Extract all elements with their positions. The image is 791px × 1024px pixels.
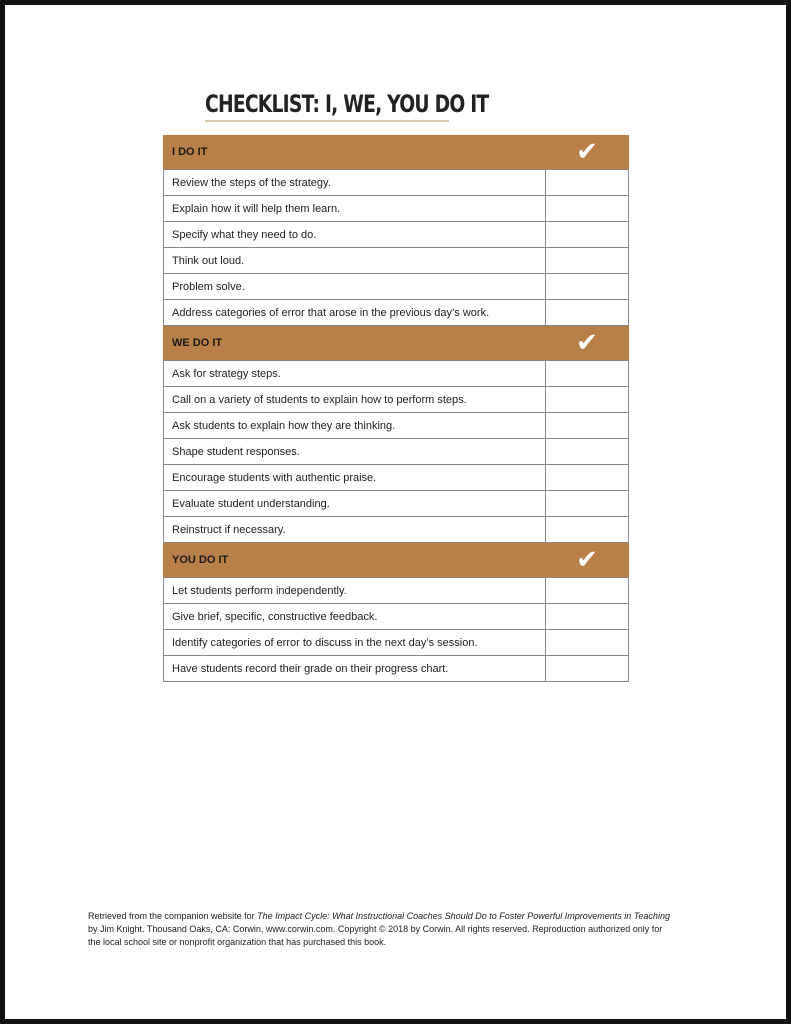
- footer-line-2: by Jim Knight. Thousand Oaks, CA: Corwin, www.corwin.com. Copyright © 2018 by Corwin. All rights reserved. Reproduction authorized only for: [88, 924, 663, 934]
- checkbox-cell[interactable]: [546, 491, 629, 517]
- checklist-row: [164, 274, 629, 300]
- checklist-row: [164, 300, 629, 326]
- checklist-row: [164, 491, 629, 517]
- section-heading: I DO IT: [164, 135, 546, 170]
- checkbox-cell[interactable]: [546, 439, 629, 465]
- checklist-row: [164, 656, 629, 682]
- checklist-item-text: Review the steps of the strategy.: [164, 170, 546, 196]
- checkbox-cell[interactable]: [546, 465, 629, 491]
- checklist-item-text: Reinstruct if necessary.: [164, 517, 546, 543]
- checkbox-cell[interactable]: [546, 517, 629, 543]
- checkbox-cell[interactable]: [546, 656, 629, 682]
- section-header: [164, 326, 629, 361]
- checkbox-cell[interactable]: [546, 604, 629, 630]
- checklist-item-text: Think out loud.: [164, 248, 546, 274]
- checklist-item-text: Identify categories of error to discuss in the next day’s session.: [164, 630, 546, 656]
- checklist-row: [164, 439, 629, 465]
- checkbox-cell[interactable]: [546, 300, 629, 326]
- checklist-item-text: Explain how it will help them learn.: [164, 196, 546, 222]
- checklist-item-text: Evaluate student understanding.: [164, 491, 546, 517]
- checkbox-cell[interactable]: [546, 578, 629, 604]
- footer-prefix: Retrieved from the companion website for: [88, 911, 258, 921]
- checkbox-cell[interactable]: [546, 274, 629, 300]
- section-heading: YOU DO IT: [164, 543, 546, 578]
- checkbox-cell[interactable]: [546, 170, 629, 196]
- checkbox-cell[interactable]: [546, 387, 629, 413]
- footer-book-title: The Impact Cycle: What Instructional Coaches Should Do to Foster Powerful Improvements in Teaching: [257, 911, 670, 921]
- section-heading: WE DO IT: [164, 326, 546, 361]
- checklist-row: [164, 413, 629, 439]
- footer-credit: [88, 910, 698, 949]
- checklist-row: [164, 387, 629, 413]
- page-title: CHECKLIST: I, WE, YOU DO IT: [205, 90, 489, 118]
- checkbox-cell[interactable]: [546, 222, 629, 248]
- footer-line-3: the local school site or nonprofit organization that has purchased this book.: [88, 937, 387, 947]
- checklist-item-text: Address categories of error that arose in the previous day’s work.: [164, 300, 546, 326]
- checklist-item-text: Give brief, specific, constructive feedback.: [164, 604, 546, 630]
- checklist-item-text: Call on a variety of students to explain how to perform steps.: [164, 387, 546, 413]
- checklist-row: [164, 170, 629, 196]
- checkbox-cell[interactable]: [546, 248, 629, 274]
- title-underline: [205, 120, 449, 122]
- checklist-item-text: Let students perform independently.: [164, 578, 546, 604]
- checklist-row: [164, 222, 629, 248]
- checkbox-cell[interactable]: [546, 630, 629, 656]
- checkmark-icon: ✔: [546, 135, 629, 170]
- checkmark-icon: ✔: [546, 326, 629, 361]
- checklist-row: [164, 578, 629, 604]
- section-header: [164, 135, 629, 170]
- checkbox-cell[interactable]: [546, 196, 629, 222]
- checklist-row: [164, 196, 629, 222]
- checklist-item-text: Specify what they need to do.: [164, 222, 546, 248]
- checklist-row: [164, 248, 629, 274]
- checklist-row: [164, 604, 629, 630]
- checklist-item-text: Have students record their grade on their progress chart.: [164, 656, 546, 682]
- checkmark-icon: ✔: [546, 543, 629, 578]
- section-header: [164, 543, 629, 578]
- checkbox-cell[interactable]: [546, 413, 629, 439]
- checklist-row: [164, 361, 629, 387]
- checklist-table: [163, 135, 629, 682]
- checklist-row: [164, 630, 629, 656]
- checklist-item-text: Encourage students with authentic praise.: [164, 465, 546, 491]
- checklist-item-text: Ask students to explain how they are thinking.: [164, 413, 546, 439]
- checklist-row: [164, 517, 629, 543]
- checklist-item-text: Problem solve.: [164, 274, 546, 300]
- checklist-item-text: Shape student responses.: [164, 439, 546, 465]
- checkbox-cell[interactable]: [546, 361, 629, 387]
- checklist-item-text: Ask for strategy steps.: [164, 361, 546, 387]
- checklist-row: [164, 465, 629, 491]
